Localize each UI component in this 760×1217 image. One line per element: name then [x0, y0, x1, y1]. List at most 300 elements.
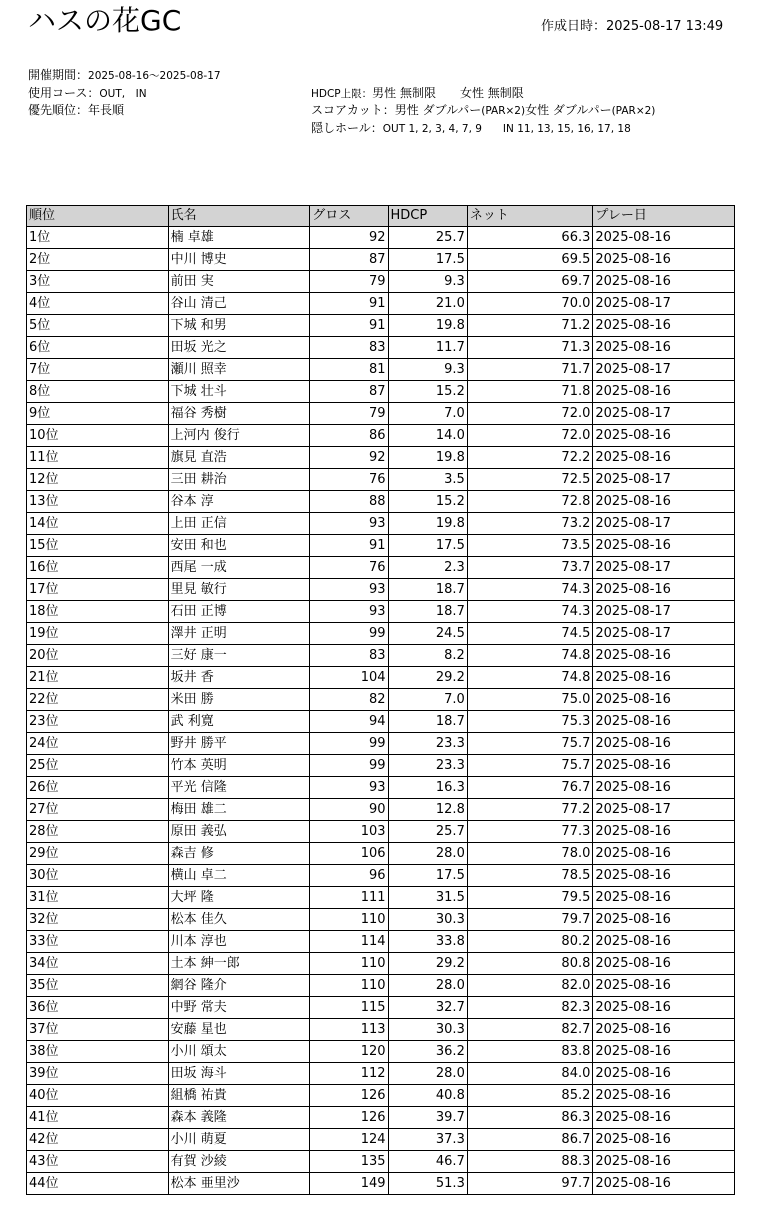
net-cell: 71.7	[467, 359, 593, 381]
hdcp-cell: 29.2	[388, 667, 467, 689]
play-date-cell: 2025-08-16	[593, 645, 735, 667]
play-date-cell: 2025-08-16	[593, 997, 735, 1019]
priority-line: 優先順位：年長順	[28, 103, 125, 117]
table-row	[27, 293, 735, 315]
gross-cell: 91	[310, 535, 388, 557]
gross-cell: 81	[310, 359, 388, 381]
hdcp-cell: 24.5	[388, 623, 467, 645]
play-date-cell: 2025-08-17	[593, 623, 735, 645]
name-cell: 楠 卓雄	[168, 227, 310, 249]
play-date-cell: 2025-08-17	[593, 799, 735, 821]
gross-cell: 99	[310, 733, 388, 755]
hdcp-value: 男性 無制限 女性 無制限	[372, 86, 524, 100]
hdcp-cell: 8.2	[388, 645, 467, 667]
play-date-cell: 2025-08-16	[593, 821, 735, 843]
play-date-cell: 2025-08-16	[593, 667, 735, 689]
play-date-cell: 2025-08-16	[593, 975, 735, 997]
hidden-holes-line	[311, 119, 631, 138]
gross-cell: 104	[310, 667, 388, 689]
results-table	[26, 205, 735, 1195]
name-cell: 野井 勝平	[168, 733, 310, 755]
hdcp-cell: 40.8	[388, 1085, 467, 1107]
net-cell: 77.3	[467, 821, 593, 843]
net-cell: 72.2	[467, 447, 593, 469]
hdcp-cell: 12.8	[388, 799, 467, 821]
gross-cell: 99	[310, 623, 388, 645]
rank-cell: 31位	[27, 887, 169, 909]
net-cell: 74.8	[467, 667, 593, 689]
hdcp-cell: 15.2	[388, 491, 467, 513]
scorecut-male-note: (PAR×2)	[481, 105, 526, 117]
hidden-holes-value: OUT 1, 2, 3, 4, 7, 9 IN 11, 13, 15, 16, 17, 18	[382, 123, 631, 135]
period-value: 2025-08-16〜2025-08-17	[88, 70, 221, 82]
gross-cell: 110	[310, 975, 388, 997]
table-row	[27, 755, 735, 777]
rank-cell: 5位	[27, 315, 169, 337]
name-cell: 中野 常夫	[168, 997, 310, 1019]
net-cell: 88.3	[467, 1151, 593, 1173]
table-header-row	[27, 206, 735, 227]
hdcp-cell: 32.7	[388, 997, 467, 1019]
play-date-cell: 2025-08-16	[593, 1019, 735, 1041]
hdcp-cell: 33.8	[388, 931, 467, 953]
name-cell: 三田 耕治	[168, 469, 310, 491]
net-cell: 72.0	[467, 403, 593, 425]
table-row	[27, 1063, 735, 1085]
play-date-cell: 2025-08-16	[593, 1085, 735, 1107]
period-label: 開催期間：	[28, 68, 89, 82]
net-cell: 72.0	[467, 425, 593, 447]
play-date-cell: 2025-08-16	[593, 1129, 735, 1151]
play-date-cell: 2025-08-16	[593, 865, 735, 887]
name-cell: 前田 実	[168, 271, 310, 293]
net-cell: 72.5	[467, 469, 593, 491]
header-rank: 順位	[27, 206, 169, 227]
name-cell: 安田 和也	[168, 535, 310, 557]
hdcp-cell: 28.0	[388, 975, 467, 997]
hdcp-cell: 9.3	[388, 359, 467, 381]
net-cell: 85.2	[467, 1085, 593, 1107]
play-date-cell: 2025-08-16	[593, 227, 735, 249]
name-cell: 大坪 隆	[168, 887, 310, 909]
play-date-cell: 2025-08-16	[593, 579, 735, 601]
gross-cell: 82	[310, 689, 388, 711]
play-date-cell: 2025-08-17	[593, 469, 735, 491]
net-cell: 77.2	[467, 799, 593, 821]
table-row	[27, 491, 735, 513]
hdcp-cell: 17.5	[388, 865, 467, 887]
net-cell: 75.7	[467, 755, 593, 777]
rank-cell: 30位	[27, 865, 169, 887]
name-cell: 安藤 星也	[168, 1019, 310, 1041]
net-cell: 80.2	[467, 931, 593, 953]
gross-cell: 79	[310, 271, 388, 293]
period-line	[28, 66, 221, 85]
net-cell: 84.0	[467, 1063, 593, 1085]
play-date-cell: 2025-08-16	[593, 491, 735, 513]
gross-cell: 135	[310, 1151, 388, 1173]
gross-cell: 87	[310, 249, 388, 271]
net-cell: 71.3	[467, 337, 593, 359]
gross-cell: 76	[310, 557, 388, 579]
rank-cell: 4位	[27, 293, 169, 315]
gross-cell: 93	[310, 579, 388, 601]
scorecut-female: 女性 ダブルパー	[525, 103, 612, 117]
results-table-wrapper	[26, 205, 735, 1195]
net-cell: 71.8	[467, 381, 593, 403]
table-row	[27, 865, 735, 887]
hdcp-cell: 19.8	[388, 513, 467, 535]
gross-cell: 96	[310, 865, 388, 887]
hdcp-cell: 30.3	[388, 1019, 467, 1041]
net-cell: 82.0	[467, 975, 593, 997]
gross-cell: 94	[310, 711, 388, 733]
net-cell: 70.0	[467, 293, 593, 315]
hdcp-cell: 17.5	[388, 535, 467, 557]
rank-cell: 21位	[27, 667, 169, 689]
gross-cell: 110	[310, 953, 388, 975]
name-cell: 梅田 雄二	[168, 799, 310, 821]
hdcp-cell: 3.5	[388, 469, 467, 491]
name-cell: 森本 義隆	[168, 1107, 310, 1129]
play-date-cell: 2025-08-16	[593, 315, 735, 337]
net-cell: 86.7	[467, 1129, 593, 1151]
gross-cell: 114	[310, 931, 388, 953]
hdcp-cell: 37.3	[388, 1129, 467, 1151]
hdcp-cell: 25.7	[388, 821, 467, 843]
gross-cell: 83	[310, 645, 388, 667]
header-hdcp: HDCP	[388, 206, 467, 227]
gross-cell: 99	[310, 755, 388, 777]
gross-cell: 115	[310, 997, 388, 1019]
gross-cell: 93	[310, 777, 388, 799]
table-row	[27, 249, 735, 271]
rank-cell: 8位	[27, 381, 169, 403]
hdcp-cell: 46.7	[388, 1151, 467, 1173]
gross-cell: 120	[310, 1041, 388, 1063]
table-row	[27, 557, 735, 579]
table-row	[27, 1019, 735, 1041]
rank-cell: 28位	[27, 821, 169, 843]
gross-cell: 126	[310, 1107, 388, 1129]
gross-cell: 103	[310, 821, 388, 843]
created-datetime: 作成日時：2025-08-17 13:49	[541, 19, 724, 34]
hdcp-cell: 19.8	[388, 315, 467, 337]
play-date-cell: 2025-08-17	[593, 359, 735, 381]
hdcp-cell: 18.7	[388, 711, 467, 733]
table-row	[27, 931, 735, 953]
name-cell: 組橋 祐貴	[168, 1085, 310, 1107]
table-row	[27, 381, 735, 403]
rank-cell: 35位	[27, 975, 169, 997]
gross-cell: 79	[310, 403, 388, 425]
net-cell: 72.8	[467, 491, 593, 513]
name-cell: 竹本 英明	[168, 755, 310, 777]
play-date-cell: 2025-08-16	[593, 1107, 735, 1129]
gross-cell: 83	[310, 337, 388, 359]
net-cell: 73.5	[467, 535, 593, 557]
net-cell: 97.7	[467, 1173, 593, 1195]
name-cell: 松本 佳久	[168, 909, 310, 931]
gross-cell: 112	[310, 1063, 388, 1085]
net-cell: 78.5	[467, 865, 593, 887]
rank-cell: 15位	[27, 535, 169, 557]
rank-cell: 27位	[27, 799, 169, 821]
name-cell: 有賀 沙綾	[168, 1151, 310, 1173]
table-row	[27, 1041, 735, 1063]
header-gross: グロス	[310, 206, 388, 227]
net-cell: 74.8	[467, 645, 593, 667]
play-date-cell: 2025-08-17	[593, 513, 735, 535]
gross-cell: 111	[310, 887, 388, 909]
play-date-cell: 2025-08-16	[593, 689, 735, 711]
table-row	[27, 513, 735, 535]
gross-cell: 88	[310, 491, 388, 513]
gross-cell: 91	[310, 293, 388, 315]
rank-cell: 37位	[27, 1019, 169, 1041]
table-row	[27, 271, 735, 293]
rank-cell: 22位	[27, 689, 169, 711]
table-row	[27, 821, 735, 843]
course-label: 使用コース：	[28, 86, 100, 100]
hdcp-cell: 18.7	[388, 579, 467, 601]
table-row	[27, 887, 735, 909]
rank-cell: 20位	[27, 645, 169, 667]
net-cell: 74.3	[467, 579, 593, 601]
net-cell: 75.0	[467, 689, 593, 711]
name-cell: 米田 勝	[168, 689, 310, 711]
name-cell: 谷本 淳	[168, 491, 310, 513]
play-date-cell: 2025-08-16	[593, 1063, 735, 1085]
rank-cell: 18位	[27, 601, 169, 623]
net-cell: 78.0	[467, 843, 593, 865]
table-row	[27, 403, 735, 425]
gross-cell: 113	[310, 1019, 388, 1041]
hdcp-cell: 7.0	[388, 689, 467, 711]
hdcp-label: HDCP上限：	[311, 88, 373, 100]
name-cell: 森吉 修	[168, 843, 310, 865]
rank-cell: 17位	[27, 579, 169, 601]
gross-cell: 86	[310, 425, 388, 447]
hdcp-cell: 39.7	[388, 1107, 467, 1129]
table-row	[27, 1107, 735, 1129]
gross-cell: 76	[310, 469, 388, 491]
play-date-cell: 2025-08-16	[593, 535, 735, 557]
play-date-cell: 2025-08-16	[593, 447, 735, 469]
gross-cell: 124	[310, 1129, 388, 1151]
name-cell: 三好 康一	[168, 645, 310, 667]
name-cell: 土本 紳一郎	[168, 953, 310, 975]
rank-cell: 33位	[27, 931, 169, 953]
table-row	[27, 909, 735, 931]
play-date-cell: 2025-08-17	[593, 601, 735, 623]
table-row	[27, 975, 735, 997]
table-row	[27, 645, 735, 667]
table-row	[27, 359, 735, 381]
hdcp-cell: 28.0	[388, 1063, 467, 1085]
net-cell: 83.8	[467, 1041, 593, 1063]
net-cell: 80.8	[467, 953, 593, 975]
table-row	[27, 535, 735, 557]
table-row	[27, 579, 735, 601]
gross-cell: 110	[310, 909, 388, 931]
play-date-cell: 2025-08-16	[593, 271, 735, 293]
name-cell: 下城 和男	[168, 315, 310, 337]
hdcp-cell: 15.2	[388, 381, 467, 403]
hdcp-cell: 17.5	[388, 249, 467, 271]
course-value: OUT, IN	[99, 88, 147, 100]
hdcp-cell: 30.3	[388, 909, 467, 931]
play-date-cell: 2025-08-17	[593, 293, 735, 315]
rank-cell: 41位	[27, 1107, 169, 1129]
gross-cell: 92	[310, 447, 388, 469]
table-row	[27, 953, 735, 975]
net-cell: 75.3	[467, 711, 593, 733]
net-cell: 74.5	[467, 623, 593, 645]
rank-cell: 1位	[27, 227, 169, 249]
name-cell: 上河内 俊行	[168, 425, 310, 447]
table-row	[27, 227, 735, 249]
table-row	[27, 799, 735, 821]
net-cell: 76.7	[467, 777, 593, 799]
name-cell: 石田 正博	[168, 601, 310, 623]
net-cell: 82.7	[467, 1019, 593, 1041]
name-cell: 下城 壮斗	[168, 381, 310, 403]
table-row	[27, 733, 735, 755]
net-cell: 74.3	[467, 601, 593, 623]
rank-cell: 13位	[27, 491, 169, 513]
rank-cell: 6位	[27, 337, 169, 359]
table-row	[27, 1151, 735, 1173]
hdcp-cell: 28.0	[388, 843, 467, 865]
rank-cell: 38位	[27, 1041, 169, 1063]
play-date-cell: 2025-08-16	[593, 711, 735, 733]
hdcp-cell: 16.3	[388, 777, 467, 799]
gross-cell: 93	[310, 513, 388, 535]
gross-cell: 87	[310, 381, 388, 403]
name-cell: 澤井 正明	[168, 623, 310, 645]
name-cell: 平光 信隆	[168, 777, 310, 799]
play-date-cell: 2025-08-16	[593, 953, 735, 975]
name-cell: 坂井 香	[168, 667, 310, 689]
table-row	[27, 425, 735, 447]
name-cell: 川本 淳也	[168, 931, 310, 953]
hidden-holes-label: 隠しホール：	[311, 121, 383, 135]
rank-cell: 26位	[27, 777, 169, 799]
name-cell: 中川 博史	[168, 249, 310, 271]
table-row	[27, 623, 735, 645]
play-date-cell: 2025-08-16	[593, 733, 735, 755]
rank-cell: 42位	[27, 1129, 169, 1151]
hdcp-cell: 14.0	[388, 425, 467, 447]
hdcp-cell: 29.2	[388, 953, 467, 975]
table-row	[27, 1129, 735, 1151]
gross-cell: 149	[310, 1173, 388, 1195]
hdcp-cell: 21.0	[388, 293, 467, 315]
table-row	[27, 601, 735, 623]
net-cell: 79.5	[467, 887, 593, 909]
header-play-date: プレー日	[593, 206, 735, 227]
play-date-cell: 2025-08-16	[593, 1041, 735, 1063]
net-cell: 73.7	[467, 557, 593, 579]
net-cell: 82.3	[467, 997, 593, 1019]
name-cell: 西尾 一成	[168, 557, 310, 579]
rank-cell: 7位	[27, 359, 169, 381]
rank-cell: 23位	[27, 711, 169, 733]
rank-cell: 29位	[27, 843, 169, 865]
hdcp-cell: 18.7	[388, 601, 467, 623]
name-cell: 武 利寛	[168, 711, 310, 733]
play-date-cell: 2025-08-16	[593, 381, 735, 403]
net-cell: 79.7	[467, 909, 593, 931]
name-cell: 瀬川 照幸	[168, 359, 310, 381]
rank-cell: 12位	[27, 469, 169, 491]
name-cell: 横山 卓二	[168, 865, 310, 887]
table-row	[27, 337, 735, 359]
net-cell: 86.3	[467, 1107, 593, 1129]
hdcp-cell: 9.3	[388, 271, 467, 293]
name-cell: 旗見 直浩	[168, 447, 310, 469]
scorecut-line	[311, 101, 655, 120]
rank-cell: 44位	[27, 1173, 169, 1195]
header-name: 氏名	[168, 206, 310, 227]
table-row	[27, 777, 735, 799]
play-date-cell: 2025-08-17	[593, 557, 735, 579]
rank-cell: 34位	[27, 953, 169, 975]
rank-cell: 36位	[27, 997, 169, 1019]
hdcp-cell: 11.7	[388, 337, 467, 359]
name-cell: 上田 正信	[168, 513, 310, 535]
play-date-cell: 2025-08-16	[593, 777, 735, 799]
rank-cell: 16位	[27, 557, 169, 579]
play-date-cell: 2025-08-16	[593, 249, 735, 271]
name-cell: 谷山 清己	[168, 293, 310, 315]
hdcp-cell: 51.3	[388, 1173, 467, 1195]
table-row	[27, 689, 735, 711]
table-row	[27, 711, 735, 733]
hdcp-cell: 2.3	[388, 557, 467, 579]
play-date-cell: 2025-08-16	[593, 1151, 735, 1173]
net-cell: 69.5	[467, 249, 593, 271]
scorecut-female-note: (PAR×2)	[611, 105, 656, 117]
gross-cell: 92	[310, 227, 388, 249]
play-date-cell: 2025-08-16	[593, 909, 735, 931]
rank-cell: 3位	[27, 271, 169, 293]
hdcp-cell: 36.2	[388, 1041, 467, 1063]
gross-cell: 91	[310, 315, 388, 337]
name-cell: 原田 義弘	[168, 821, 310, 843]
name-cell: 福谷 秀樹	[168, 403, 310, 425]
name-cell: 小川 頌太	[168, 1041, 310, 1063]
table-row	[27, 469, 735, 491]
net-cell: 66.3	[467, 227, 593, 249]
rank-cell: 43位	[27, 1151, 169, 1173]
hdcp-cell: 31.5	[388, 887, 467, 909]
gross-cell: 90	[310, 799, 388, 821]
table-row	[27, 1085, 735, 1107]
name-cell: 里見 敏行	[168, 579, 310, 601]
hdcp-cell: 23.3	[388, 733, 467, 755]
rank-cell: 14位	[27, 513, 169, 535]
play-date-cell: 2025-08-16	[593, 1173, 735, 1195]
name-cell: 田坂 海斗	[168, 1063, 310, 1085]
rank-cell: 32位	[27, 909, 169, 931]
table-row	[27, 447, 735, 469]
name-cell: 田坂 光之	[168, 337, 310, 359]
page-title: ハスの花GC	[28, 4, 182, 37]
rank-cell: 39位	[27, 1063, 169, 1085]
hdcp-cell: 25.7	[388, 227, 467, 249]
